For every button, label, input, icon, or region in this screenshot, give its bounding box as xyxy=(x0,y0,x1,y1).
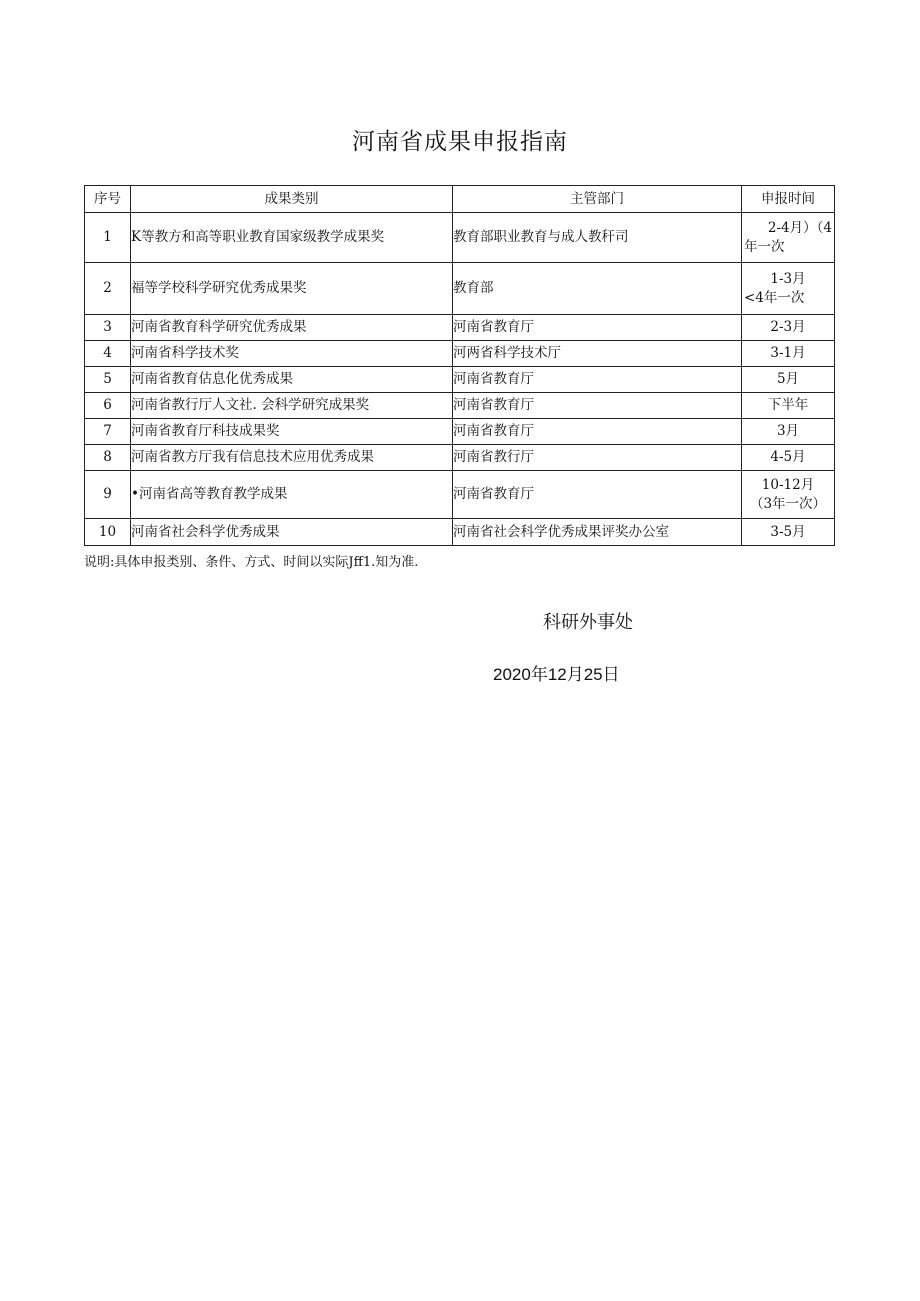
row-department: 河南省社会科学优秀成果评奖办公室 xyxy=(453,519,742,546)
row-category: 河南省教育科学研究优秀成果 xyxy=(131,315,453,341)
row-no: 8 xyxy=(85,445,131,471)
row-category: 河南省教方厅我有信息技术应用优秀成果 xyxy=(131,445,453,471)
row-time xyxy=(742,471,835,519)
row-category: •河南省高等教育教学成果 xyxy=(131,471,453,519)
row-time xyxy=(742,213,835,263)
row-time: 下半年 xyxy=(742,393,835,419)
row-category: 河南省教行厅人文社. 会科学研究成果奖 xyxy=(131,393,453,419)
table-row xyxy=(85,341,835,367)
row-time: 3-1月 xyxy=(742,341,835,367)
row-department: 河南省教行厅 xyxy=(453,445,742,471)
row-no: 1 xyxy=(85,213,131,263)
table-row xyxy=(85,419,835,445)
header-department: 主管部门 xyxy=(453,186,742,213)
table-row xyxy=(85,213,835,263)
table-header-row xyxy=(85,186,835,213)
row-category: K等教方和高等职业教育国家级教学成果奖 xyxy=(131,213,453,263)
row-no: 3 xyxy=(85,315,131,341)
header-no: 序号 xyxy=(85,186,131,213)
table-row xyxy=(85,471,835,519)
page-title: 河南省成果申报指南 xyxy=(352,129,568,155)
row-category: 河南省教育估息化优秀成果 xyxy=(131,367,453,393)
row-department: 河两省科学技术厅 xyxy=(453,341,742,367)
row-department: 教育部 xyxy=(453,263,742,315)
header-category: 成果类别 xyxy=(131,186,453,213)
row-time: 3月 xyxy=(742,419,835,445)
issuing-office: 科研外事处 xyxy=(543,612,633,633)
row-time-line1: 2-4月）（4 xyxy=(767,219,832,236)
row-department: 河南省教育厅 xyxy=(453,315,742,341)
row-category: 河南省教育厅科技成果奖 xyxy=(131,419,453,445)
table-row xyxy=(85,393,835,419)
table-row xyxy=(85,315,835,341)
row-category: 河南省科学技术奖 xyxy=(131,341,453,367)
row-time-line1: 1-3月 xyxy=(770,270,806,287)
row-no: 2 xyxy=(85,263,131,315)
row-no: 10 xyxy=(85,519,131,546)
table-row xyxy=(85,519,835,546)
row-department: 教育部职业教育与成人教秆司 xyxy=(453,213,742,263)
row-time: 4-5月 xyxy=(742,445,835,471)
row-time-line1: 10-12月 xyxy=(761,476,815,493)
table-row xyxy=(85,367,835,393)
guide-table xyxy=(84,185,835,546)
row-department: 河南省教育厅 xyxy=(453,471,742,519)
table-row xyxy=(85,445,835,471)
note-text: 说明:具体申报类别、条件、方式、时间以实际Jff1.知为准. xyxy=(84,555,419,570)
row-time: 3-5月 xyxy=(742,519,835,546)
row-department: 河南省教育厅 xyxy=(453,419,742,445)
row-category: 福等学校科学研究优秀成果奖 xyxy=(131,263,453,315)
row-time xyxy=(742,263,835,315)
row-time-line2: （3年一次） xyxy=(749,495,827,512)
row-department: 河南省教育厅 xyxy=(453,367,742,393)
row-time: 5月 xyxy=(742,367,835,393)
row-time: 2-3月 xyxy=(742,315,835,341)
row-no: 7 xyxy=(85,419,131,445)
row-no: 6 xyxy=(85,393,131,419)
row-no: 5 xyxy=(85,367,131,393)
row-no: 4 xyxy=(85,341,131,367)
row-no: 9 xyxy=(85,471,131,519)
row-time-line2: 年一次 xyxy=(744,238,785,255)
row-department: 河南省教育厅 xyxy=(453,393,742,419)
row-category: 河南省社会科学优秀成果 xyxy=(131,519,453,546)
row-time-line2: <4年一次 xyxy=(744,289,805,306)
issue-date: 2020年12月25日 xyxy=(493,665,620,684)
table-row xyxy=(85,263,835,315)
header-time: 申报时间 xyxy=(742,186,835,213)
